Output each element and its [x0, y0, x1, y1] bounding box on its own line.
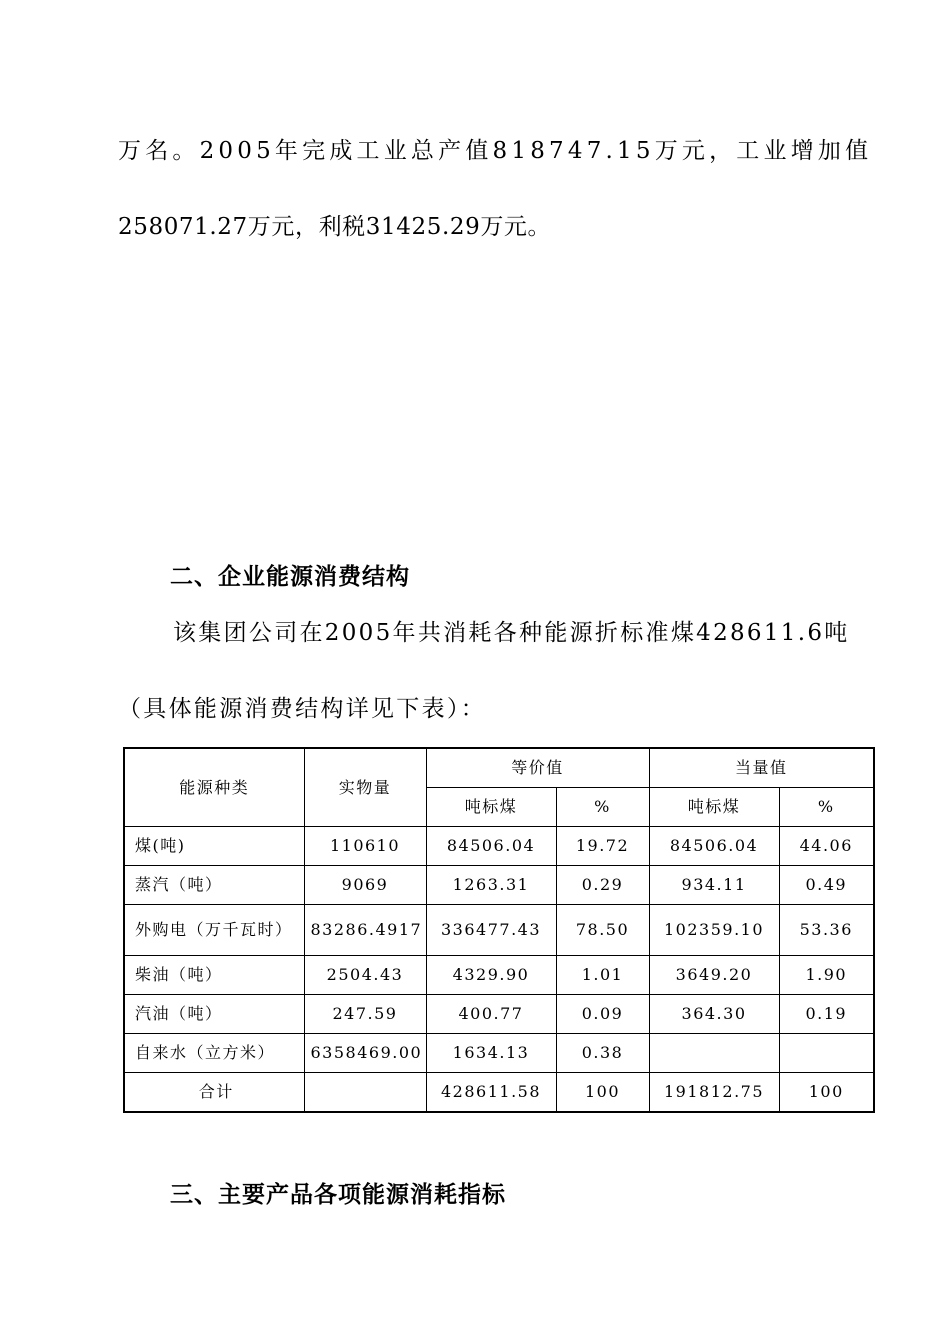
row-physical: 2504.43: [304, 956, 426, 995]
table-row: [124, 1034, 874, 1073]
row-cal-pct: 0.19: [779, 995, 874, 1034]
row-name: 外购电（万千瓦时）: [124, 905, 304, 956]
row-cal-tce: 3649.20: [649, 956, 779, 995]
row-cal-tce: 84506.04: [649, 827, 779, 866]
row-name: 煤(吨): [124, 827, 304, 866]
energy-consumption-table: [123, 747, 875, 1113]
table-row-total: [124, 1073, 874, 1113]
row-eq-tce: 1263.31: [426, 866, 556, 905]
row-physical: [304, 1073, 426, 1113]
row-physical: 110610: [304, 827, 426, 866]
row-name: 柴油（吨）: [124, 956, 304, 995]
row-physical: 9069: [304, 866, 426, 905]
table-row: [124, 995, 874, 1034]
row-eq-tce: 1634.13: [426, 1034, 556, 1073]
row-eq-tce: 4329.90: [426, 956, 556, 995]
row-eq-tce: 400.77: [426, 995, 556, 1034]
row-physical: 6358469.00: [304, 1034, 426, 1073]
table-row: [124, 866, 874, 905]
row-eq-tce: 336477.43: [426, 905, 556, 956]
section-2-paragraph-line-2: （具体能源消费结构详见下表）：: [118, 696, 486, 722]
row-eq-pct: 19.72: [556, 827, 649, 866]
header-calorific-value: 当量值: [649, 748, 874, 788]
row-name: 自来水（立方米）: [124, 1034, 304, 1073]
header-equivalent-percent: %: [556, 788, 649, 827]
table-row: [124, 956, 874, 995]
row-cal-tce: [649, 1034, 779, 1073]
row-cal-pct: 44.06: [779, 827, 874, 866]
row-eq-tce: 84506.04: [426, 827, 556, 866]
row-cal-tce: 191812.75: [649, 1073, 779, 1113]
header-calorific-tce: 吨标煤: [649, 788, 779, 827]
row-eq-pct: 100: [556, 1073, 649, 1113]
row-eq-pct: 0.38: [556, 1034, 649, 1073]
intro-line-2: 258071.27万元，利税31425.29万元。: [118, 214, 552, 240]
row-name: 汽油（吨）: [124, 995, 304, 1034]
row-name: 合计: [124, 1073, 304, 1113]
header-equivalent-value: 等价值: [426, 748, 649, 788]
section-2-heading: 二、企业能源消费结构: [170, 564, 410, 590]
row-cal-tce: 934.11: [649, 866, 779, 905]
row-cal-pct: [779, 1034, 874, 1073]
row-cal-pct: 0.49: [779, 866, 874, 905]
row-cal-tce: 102359.10: [649, 905, 779, 956]
header-calorific-percent: %: [779, 788, 874, 827]
row-eq-pct: 0.09: [556, 995, 649, 1034]
header-energy-type: 能源种类: [124, 748, 304, 827]
row-name: 蒸汽（吨）: [124, 866, 304, 905]
row-eq-pct: 78.50: [556, 905, 649, 956]
intro-line-1: 万名。2005年完成工业总产值818747.15万元，工业增加值: [118, 138, 873, 164]
table-row: [124, 905, 874, 956]
header-physical-quantity: 实物量: [304, 748, 426, 827]
section-2-paragraph-line-1: 该集团公司在2005年共消耗各种能源折标准煤428611.6吨: [173, 620, 850, 646]
row-eq-pct: 1.01: [556, 956, 649, 995]
row-physical: 83286.4917: [304, 905, 426, 956]
row-cal-pct: 53.36: [779, 905, 874, 956]
table-row: [124, 827, 874, 866]
row-eq-tce: 428611.58: [426, 1073, 556, 1113]
row-cal-pct: 1.90: [779, 956, 874, 995]
header-equivalent-tce: 吨标煤: [426, 788, 556, 827]
row-cal-pct: 100: [779, 1073, 874, 1113]
row-cal-tce: 364.30: [649, 995, 779, 1034]
row-eq-pct: 0.29: [556, 866, 649, 905]
section-3-heading: 三、主要产品各项能源消耗指标: [170, 1182, 506, 1208]
row-physical: 247.59: [304, 995, 426, 1034]
